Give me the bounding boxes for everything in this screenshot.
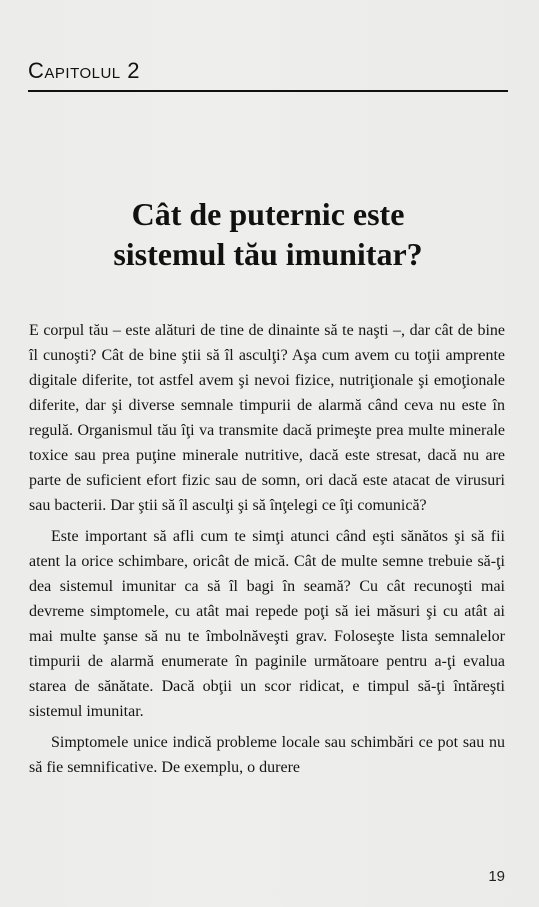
chapter-header — [28, 58, 508, 88]
chapter-title-line-1: Cât de puternic este — [131, 196, 405, 232]
chapter-label: Capitolul 2 — [28, 58, 140, 83]
page-number: 19 — [488, 868, 505, 885]
paragraph: Este important să afli cum te simţi atunci când eşti sănătos şi să fii atent la orice schimbare, oricât de mică. Cât de multe semne trebuie să-ţi dea sistemul imunitar ca să îl bagi în seamă? Cu cât recunoşti mai devreme simptomele, cu atât mai repede poţi să iei măsuri şi cu atât ai mai multe şanse să nu te îmbolnăveşti grav. Foloseşte lista semnalelor timpurii de alarmă enumerate în paginile următoare pentru a-ţi evalua starea de sănătate. Dacă obţii un scor ridicat, e timpul să-ţi întăreşti sistemul imunitar. — [29, 528, 505, 720]
paragraph: Simptomele unice indică probleme locale sau schimbări ce pot sau nu să fie semnificative. De exemplu, o durere — [29, 734, 505, 776]
body-text — [29, 318, 505, 786]
chapter-rule — [28, 90, 508, 92]
paragraph: E corpul tău – este alături de tine de dinainte să te naşti –, dar cât de bine îl cunoşti? Cât de bine ştii să îl asculţi? Aşa cum avem cu toţii amprente digitale diferite, tot astfel avem şi nevoi fizice, nutriţionale şi emoţionale diferite, dar şi diverse semnale timpurii de alarmă când ceva nu este în regulă. Organismul tău îţi va transmite dacă primeşte prea multe minerale toxice sau prea puţine minerale nutritive, dacă este stresat, dacă nu are parte de suficient efort fizic sau de somn, ori dacă este atacat de virusuri sau bacterii. Dar ştii să îl asculţi şi să înţelegi ce îţi comunică? — [29, 322, 505, 514]
chapter-title — [28, 194, 508, 274]
chapter-title-line-2: sistemul tău imunitar? — [113, 236, 423, 272]
